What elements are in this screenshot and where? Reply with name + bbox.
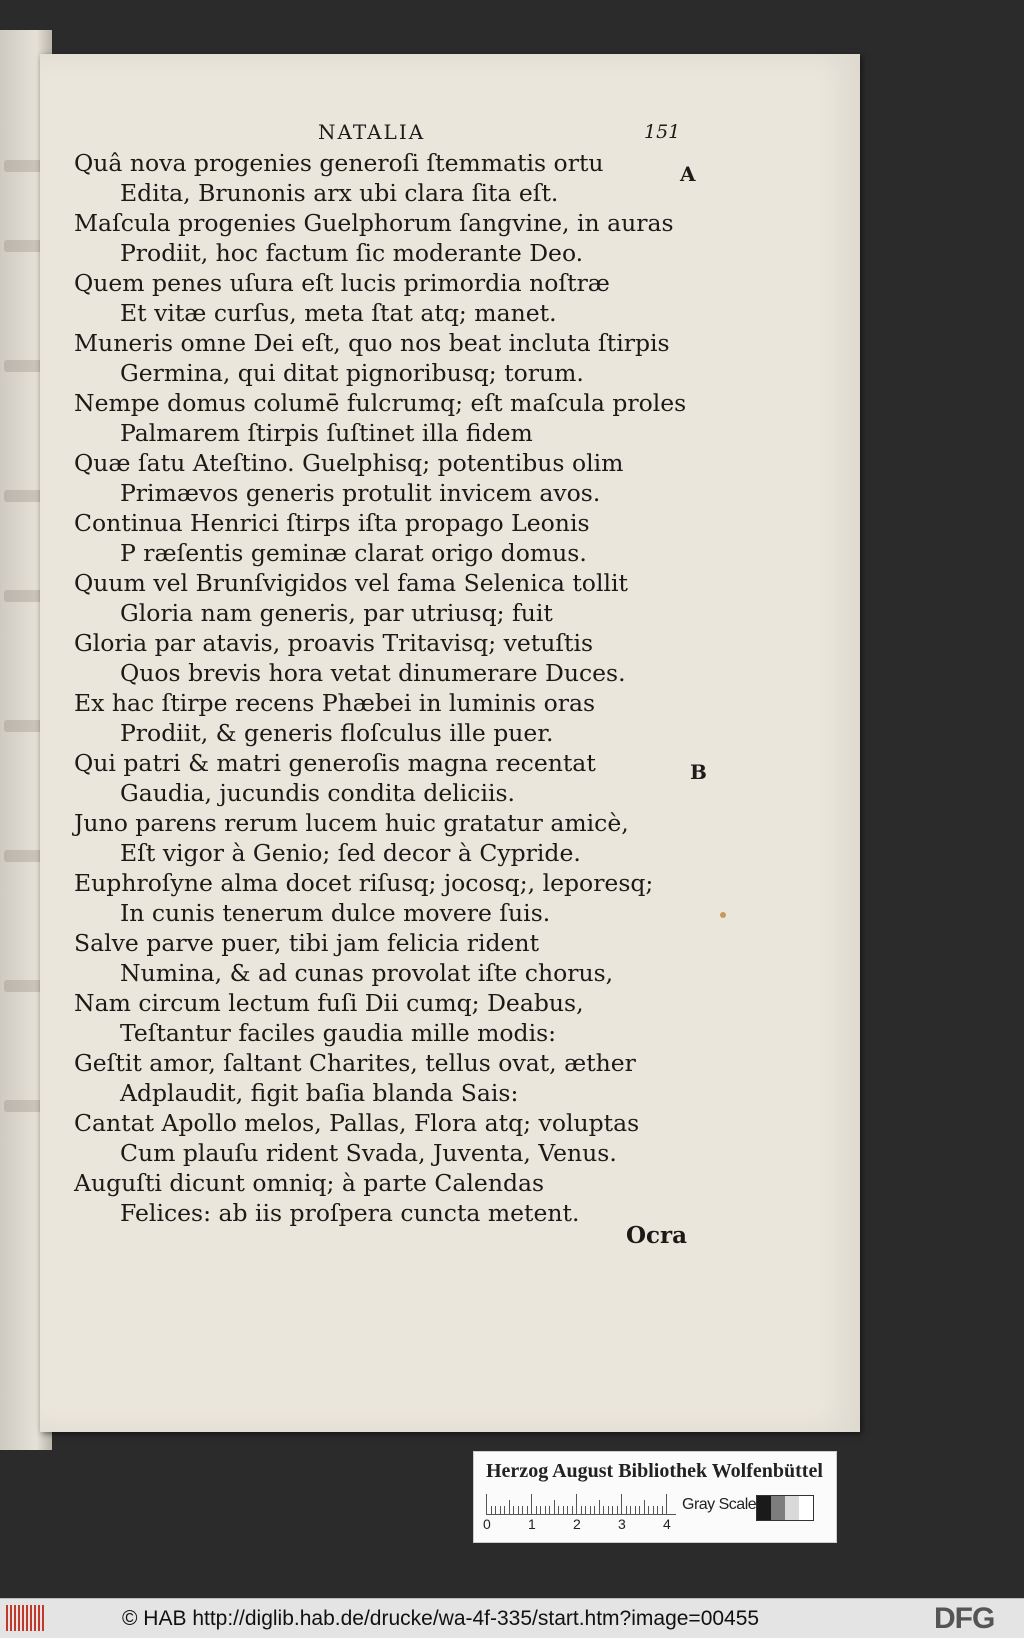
poem-line: Prodiit, hoc factum ſic moderante Deo. [120,239,584,267]
poem-line: Adplaudit, figit baſia blanda Sais: [120,1079,519,1107]
poem-line: Edita, Brunonis arx ubi clara ſita eſt. [120,179,559,207]
ruler-label: 0 [483,1516,491,1532]
ruler-tick [540,1506,541,1514]
ruler-tick [657,1506,658,1514]
ruler-tick [522,1506,523,1514]
ruler-tick [509,1500,510,1514]
poem-line: Et vitæ curſus, meta ſtat atq; manet. [120,299,557,327]
copyright-url[interactable]: © HAB http://diglib.hab.de/drucke/wa-4f-335/start.htm?image=00455 [122,1607,760,1630]
ruler-label: 3 [618,1516,626,1532]
ruler-tick [554,1500,555,1514]
ruler-tick [581,1506,582,1514]
barcode-icon [6,1605,46,1631]
gray-scale-label: Gray Scale [682,1496,757,1513]
ruler-tick [527,1506,528,1514]
ruler-tick [495,1506,496,1514]
poem-line: Geſtit amor, ſaltant Charites, tellus ovat, æther [74,1049,636,1077]
poem-line: Nempe domus columē fulcrumq; eſt maſcula proles [74,389,687,417]
gray-swatch [757,1496,771,1520]
poem-line: Prodiit, & generis floſculus ille puer. [120,719,554,747]
ruler-tick [603,1506,604,1514]
poem-line: Gloria par atavis, proavis Tritavisq; vetuſtis [74,629,594,657]
ruler-tick [504,1506,505,1514]
ruler-label: 2 [573,1516,581,1532]
poem-line: Gaudia, jucundis condita deliciis. [120,779,516,807]
ruler-tick [594,1506,595,1514]
poem-line: In cunis tenerum dulce movere ſuis. [120,899,551,927]
gray-scale-swatches [756,1495,814,1521]
poem-line: Salve parve puer, tibi jam felicia rident [74,929,540,957]
ruler-label: 1 [528,1516,536,1532]
poem-line: Cum plauſu rident Svada, Juventa, Venus. [120,1139,617,1167]
poem-line: Germina, qui ditat pignoribusq; torum. [120,359,584,387]
ruler-tick [626,1506,627,1514]
ruler-tick [572,1506,573,1514]
poem-line: Primævos generis protulit invicem avos. [120,479,601,507]
ruler-tick [585,1506,586,1514]
ruler-tick [648,1506,649,1514]
dfg-logo: DFG [934,1602,995,1635]
ruler-tick [630,1506,631,1514]
ruler-tick [513,1506,514,1514]
ruler-tick [563,1506,564,1514]
ruler-tick [666,1494,667,1514]
margin-letter-b: B [690,760,707,784]
institution-name: Herzog August Bibliothek Wolfenbüttel [486,1460,823,1482]
poem-line: Continua Henrici ſtirps iſta propago Leonis [74,509,590,537]
ruler-tick [639,1506,640,1514]
poem-line: Euphroſyne alma docet riſusq; jocosq;, leporesq; [74,869,654,897]
poem-line: Nam circum lectum fuſi Dii cumq; Deabus, [74,989,584,1017]
gray-swatch [785,1496,799,1520]
ruler-tick [599,1500,600,1514]
poem-line: P ræſentis geminæ clarat origo domus. [120,539,587,567]
poem-line: Quem penes uſura eſt lucis primordia noſtræ [74,269,610,297]
poem-line: Ex hac ſtirpe recens Phæbei in luminis oras [74,689,596,717]
poem-line: Numina, & ad cunas provolat iſte chorus, [120,959,614,987]
ruler-tick [486,1494,487,1514]
ruler-tick [567,1506,568,1514]
ruler-tick [617,1506,618,1514]
poem-line: Qui patri & matri generoſis magna recentat [74,749,596,777]
poem-line: Quâ nova progenies generoſi ſtemmatis ortu [74,149,604,177]
poem-line: Juno parens rerum lucem huic gratatur amicè, [74,809,629,837]
ruler-tick [635,1506,636,1514]
ruler-tick [608,1506,609,1514]
paper-stain [720,912,726,918]
ruler-tick [549,1506,550,1514]
poem-line: Cantat Apollo melos, Pallas, Flora atq; voluptas [74,1109,640,1137]
color-scale-card [473,1451,837,1543]
catchword: Ocra [626,1222,688,1249]
ruler-tick [662,1506,663,1514]
ruler-tick [653,1506,654,1514]
ruler-tick [612,1506,613,1514]
poem-line: Quæ ſatu Ateſtino. Guelphisq; potentibus olim [74,449,624,477]
measurement-ruler [486,1492,676,1515]
poem-line: Gloria nam generis, par utriusq; fuit [120,599,553,627]
ruler-tick [545,1506,546,1514]
poem-line: Teſtantur faciles gaudia mille modis: [120,1019,557,1047]
ruler-tick [558,1506,559,1514]
poem-line: Quum vel Brunſvigidos vel fama Selenica tollit [74,569,628,597]
poem-line: Auguſti dicunt omniq; à parte Calendas [74,1169,545,1197]
poem-line: Felices: ab iis proſpera cuncta metent. [120,1199,580,1227]
poem-line: Quos brevis hora vetat dinumerare Duces. [120,659,626,687]
page-number: 151 [644,121,681,143]
poem-line: Maſcula progenies Guelphorum ſangvine, in auras [74,209,674,237]
gray-swatch [799,1496,813,1520]
ruler-tick [576,1494,577,1514]
margin-letter-a: A [680,162,696,186]
poem-line: Muneris omne Dei eſt, quo nos beat incluta ſtirpis [74,329,670,357]
ruler-tick [590,1506,591,1514]
ruler-tick [644,1500,645,1514]
ruler-tick [531,1494,532,1514]
poem-line: Palmarem ſtirpis ſuſtinet illa fidem [120,419,533,447]
ruler-tick [536,1506,537,1514]
ruler-tick [491,1506,492,1514]
ruler-tick [621,1494,622,1514]
footer-bar [0,1598,1024,1638]
ruler-labels [483,1516,686,1534]
ruler-label: 4 [663,1516,671,1532]
ruler-tick [518,1506,519,1514]
gray-swatch [771,1496,785,1520]
ruler-tick [500,1506,501,1514]
poem-line: Eſt vigor à Genio; ſed decor à Cypride. [120,839,581,867]
running-header: NATALIA [318,120,426,144]
poem-text [74,148,687,1228]
